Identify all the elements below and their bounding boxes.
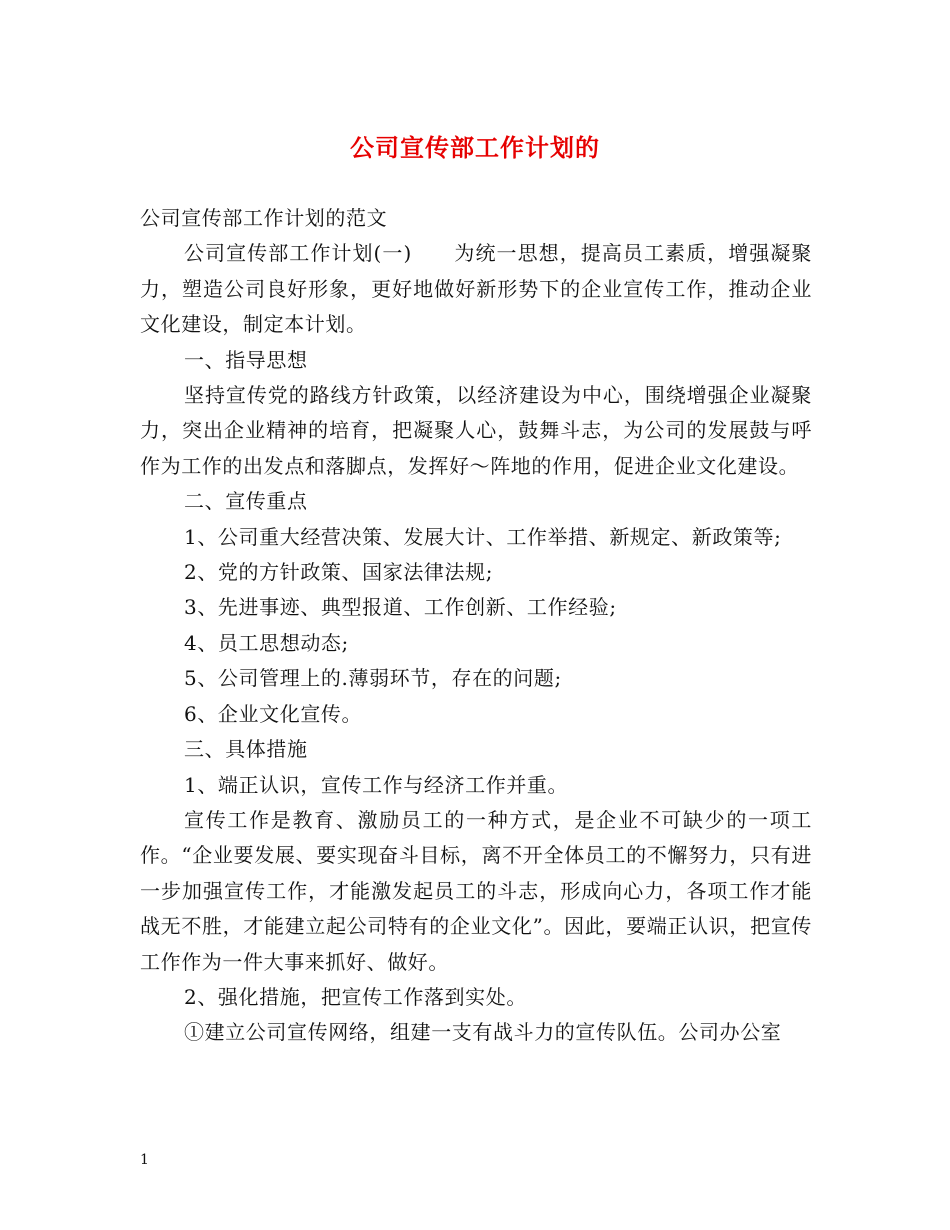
- paragraph-intro: 公司宣传部工作计划(一) 为统一思想，提高员工素质，增强凝聚力，塑造公司良好形象，更好地做好新形势下的企业宣传工作，推动企业文化建设，制定本计划。: [140, 241, 812, 337]
- list-item-focus-4: 4、员工思想动态;: [184, 630, 349, 655]
- list-item-focus-2: 2、党的方针政策、国家法律法规;: [184, 560, 494, 585]
- measure-heading-2: 2、强化措施，把宣传工作落到实处。: [184, 984, 527, 1009]
- list-item-focus-1: 1、公司重大经营决策、发展大计、工作举措、新规定、新政策等;: [184, 524, 782, 549]
- paragraph-measure-2-start: ①建立公司宣传网络，组建一支有战斗力的宣传队伍。公司办公室: [184, 1020, 782, 1045]
- section-heading-publicity-focus: 二、宣传重点: [184, 489, 308, 514]
- list-item-focus-5: 5、公司管理上的.薄弱环节，存在的问题;: [184, 666, 562, 691]
- document-title: 公司宣传部工作计划的: [350, 133, 600, 162]
- document-body: [140, 201, 812, 1051]
- section-heading-guiding-thought: 一、指导思想: [184, 347, 308, 372]
- list-item-focus-3: 3、先进事迹、典型报道、工作创新、工作经验;: [184, 595, 617, 620]
- measure-heading-1: 1、端正认识，宣传工作与经济工作并重。: [184, 772, 569, 797]
- paragraph-guiding-thought: 坚持宣传党的路线方针政策，以经济建设为中心，围绕增强企业凝聚力，突出企业精神的培育，把凝聚人心，鼓舞斗志，为公司的发展鼓与呼作为工作的出发点和落脚点，发挥好～阵地的作用，促进企业文化建设。: [140, 383, 812, 478]
- paragraph-subtitle: 公司宣传部工作计划的范文: [140, 206, 388, 230]
- section-heading-measures: 三、具体措施: [184, 737, 308, 762]
- paragraph-measure-1: 宣传工作是教育、激励员工的一种方式，是企业不可缺少的一项工作。“企业要发展、要实现奋斗目标，离不开全体员工的不懈努力，只有进一步加强宣传工作，才能激发起员工的斗志，形成向心力，各项工作才能战无不胜，才能建立起公司特有的企业文化”。因此，要端正认识，把宣传工作作为一件大事来抓好、做好。: [140, 807, 812, 974]
- page-number: 1: [140, 1152, 149, 1168]
- list-item-focus-6: 6、企业文化宣传。: [184, 701, 363, 726]
